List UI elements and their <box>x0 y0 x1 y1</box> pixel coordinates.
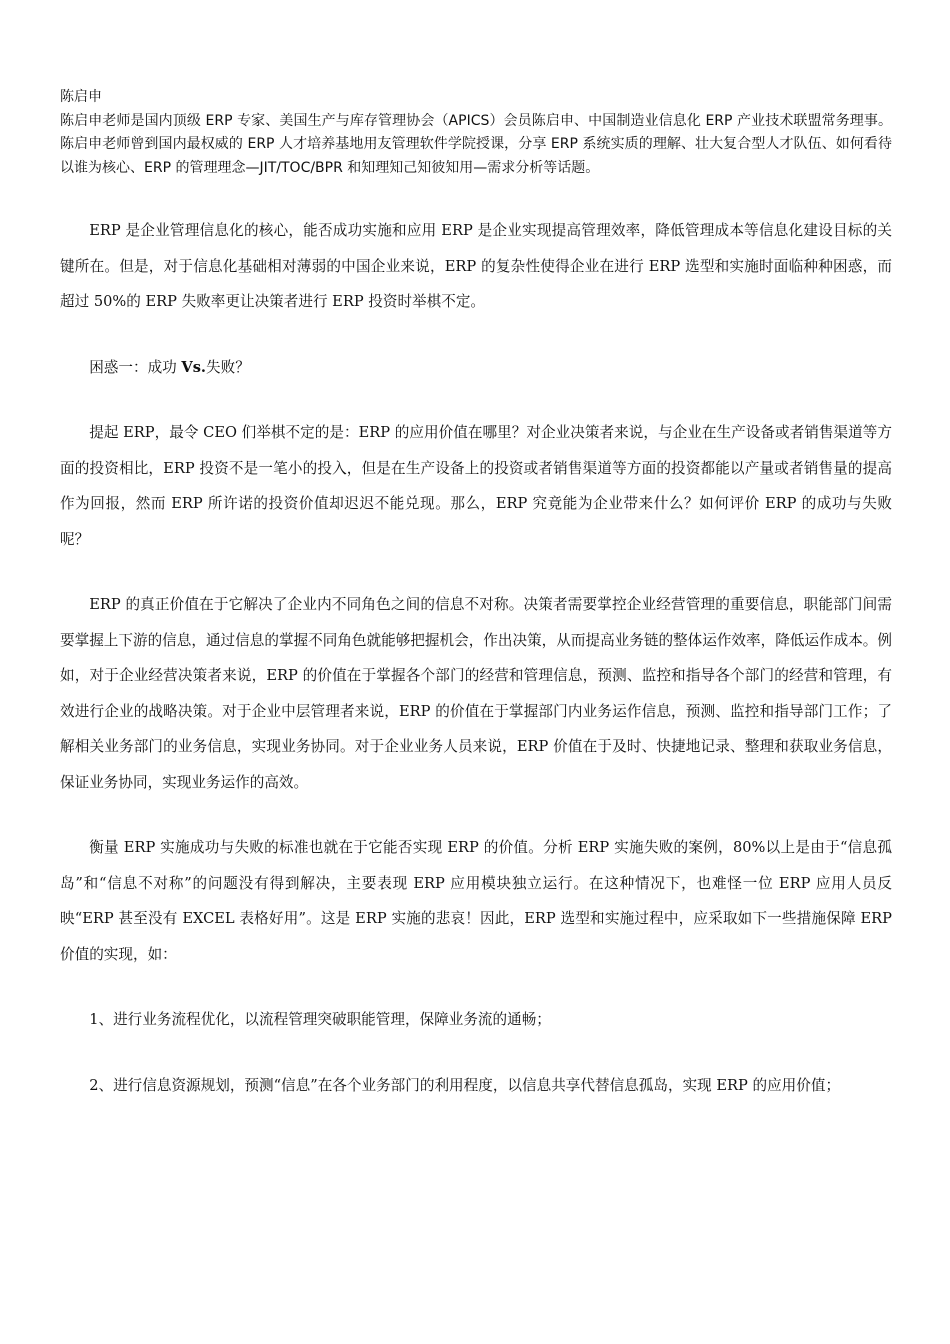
paragraph-erp-true-value: ERP 的真正价值在于它解决了企业内不同角色之间的信息不对称。决策者需要掌控企业经营管理的重要信息，职能部门间需要掌握上下游的信息，通过信息的掌握不同角色就能够把握机会，作出决策，从而提高业务链的整体运作效率，降低运作成本。例如，对于企业经营决策者来说，ERP 的价值在于掌握各个部门的经营和管理信息，预测、监控和指导各个部门的经营和管理，有效进行企业的战略决策。对于企业中层管理者来说，ERP 的价值在于掌握部门内业务运作信息，预测、监控和指导部门工作；了解相关业务部门的业务信息，实现业务协同。对于企业业务人员来说，ERP 价值在于及时、快捷地记录、整理和获取业务信息，保证业务协同，实现业务运作的高效。 <box>60 596 892 791</box>
spacer <box>60 557 892 587</box>
list-item-information-planning: 2、进行信息资源规划，预测“信息”在各个业务部门的利用程度，以信息共享代替信息孤岛，实现 ERP 的应用价值； <box>89 1076 841 1094</box>
spacer <box>60 800 892 830</box>
spacer <box>60 1038 892 1068</box>
author-name: 陈启申 <box>60 89 102 105</box>
spacer <box>60 972 892 1002</box>
section-heading <box>60 350 892 386</box>
heading-text-bold: Vs. <box>181 358 207 376</box>
paragraph-erp-core: ERP 是企业管理信息化的核心，能否成功实施和应用 ERP 是企业实现提高管理效率，降低管理成本等信息化建设目标的关键所在。但是，对于信息化基础相对薄弱的中国企业来说，ERP 的复杂性使得企业在进行 ERP 选型和实施时面临种种困惑，而超过 50%的 ERP 失败率更让决策者进行 ERP 投资时举棋不定。 <box>60 222 892 310</box>
spacer <box>60 385 892 415</box>
heading-text-post: 失败？ <box>206 358 250 376</box>
paragraph-success-criteria: 衡量 ERP 实施成功与失败的标准也就在于它能否实现 ERP 的价值。分析 ERP 实施失败的案例，80%以上是由于“信息孤岛”和“信息不对称”的问题没有得到解决，主要表现 ERP 应用模块独立运行。在这种情况下，也难怪一位 ERP 应用人员反映“ERP 甚至没有 EXCEL 表格好用”。这是 ERP 实施的悲哀！因此，ERP 选型和实施过程中，应采取如下一些措施保障 ERP 价值的实现，如： <box>60 839 892 963</box>
list-item-process-optimization: 1、进行业务流程优化，以流程管理突破职能管理，保障业务流的通畅； <box>89 1011 551 1028</box>
author-bio: 陈启申老师是国内顶级 ERP 专家、美国生产与库存管理协会（APICS）会员陈启申、中国制造业信息化 ERP 产业技术联盟常务理事。陈启申老师曾到国内最权威的 ERP 人才培养基地用友管理软件学院授课，分享 ERP 系统实质的理解、壮大复合型人才队伍、如何看待以谁为核心、ERP 的管理理念—JIT/TOC/BPR 和知理知己知彼知用—需求分析等话题。 <box>60 112 892 176</box>
spacer <box>60 180 892 213</box>
heading-text-pre: 困惑一：成功 <box>89 358 182 376</box>
spacer <box>60 320 892 350</box>
paragraph-erp-value-question: 提起 ERP，最令 CEO 们举棋不定的是：ERP 的应用价值在哪里？对企业决策者来说，与企业在生产设备或者销售渠道等方面的投资相比，ERP 投资不是一笔小的投入，但是在生产设备上的投资或者销售渠道等方面的投资都能以产量或者销售量的提高作为回报，然而 ERP 所许诺的投资价值却迟迟不能兑现。那么，ERP 究竟能为企业带来什么？如何评价 ERP 的成功与失败呢？ <box>60 424 892 548</box>
